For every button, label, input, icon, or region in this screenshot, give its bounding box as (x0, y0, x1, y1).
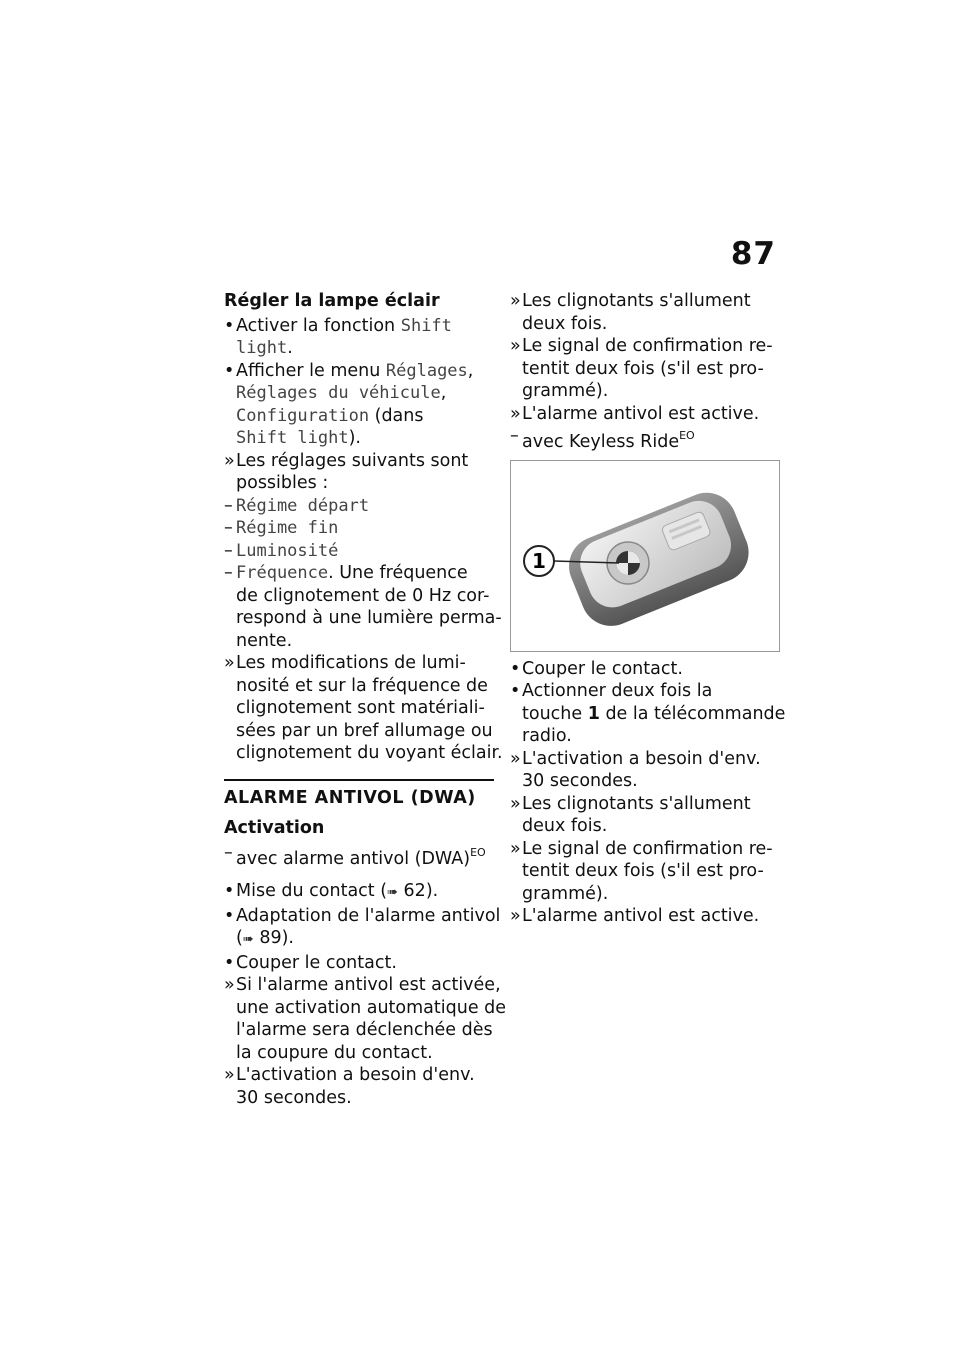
result-item-cont: une activation automatique de (236, 997, 507, 1018)
page-reference[interactable]: 62 (403, 881, 426, 901)
result-item-cont: clignotement sont matériali- (236, 698, 485, 718)
result-item-cont: clignotement du voyant éclair. (236, 743, 503, 763)
result-item: » Les modifications de lumi- (224, 653, 466, 673)
right-column (510, 290, 786, 928)
result-item-cont: nosité et sur la fréquence de (236, 675, 488, 696)
list-item: • Afficher le menu Réglages, (224, 360, 474, 381)
list-item-cont: Shift light). (236, 428, 361, 448)
condition-item: – avec Keyless Ride$^{EO}$ (510, 426, 695, 452)
option-item-cont: nente. (236, 630, 293, 651)
option-item: – Régime départ (224, 495, 370, 516)
condition-item: – avec alarme antivol (DWA)$^{EO}$ (224, 842, 486, 869)
list-item-cont: light. (236, 338, 293, 358)
result-item-cont: deux fois. (522, 313, 608, 334)
list-item: • Mise du contact (➠ 62). (224, 880, 494, 905)
result-item: » Les réglages suivants sont (224, 450, 469, 471)
left-column (224, 290, 507, 1109)
option-item: – Fréquence. Une fréquence (224, 563, 468, 583)
list-item-cont: Configuration (dans (236, 405, 424, 426)
result-item: » L'activation a besoin d'env. (510, 748, 761, 769)
key-fob-illustration (511, 461, 779, 651)
result-item: » L'alarme antivol est active. (510, 403, 760, 424)
result-item-cont: tentit deux fois (s'il est pro- (522, 358, 764, 379)
option-item-cont: respond à une lumière perma- (236, 608, 502, 628)
list-item-cont: radio. (522, 726, 572, 746)
list-item: • Couper le contact. (224, 952, 397, 973)
result-item: » Si l'alarme antivol est activée, (224, 975, 501, 995)
result-item-cont: deux fois. (522, 816, 608, 836)
list-item: • Adaptation de l'alarme antivol (224, 905, 501, 926)
callout-label: 1 (532, 548, 546, 573)
result-item-cont: sées par un bref allumage ou (236, 720, 493, 741)
option-item-cont: de clignotement de 0 Hz cor- (236, 585, 490, 606)
result-item: » Les clignotants s'allument (510, 291, 751, 311)
result-item: » Les clignotants s'allument (510, 793, 751, 814)
list-item-cont: (➠ 89). (224, 927, 494, 952)
result-item-cont: grammé). (522, 381, 609, 401)
option-item: – Régime fin (224, 518, 339, 538)
list-item-cont: touche 1 de la télécommande (522, 703, 786, 724)
section-title-shift-light: Régler la lampe éclair (224, 291, 440, 311)
result-item-cont: grammé). (522, 883, 609, 904)
page-reference[interactable]: 89 (259, 928, 282, 948)
result-item: » L'activation a besoin d'env. (224, 1065, 475, 1085)
result-item: » Le signal de confirmation re- (510, 838, 773, 859)
result-item: » L'alarme antivol est active. (510, 906, 760, 926)
result-item-cont: tentit deux fois (s'il est pro- (522, 861, 764, 881)
result-item-cont: 30 secondes. (236, 1087, 352, 1108)
list-item: • Actionner deux fois la (510, 681, 713, 701)
result-item-cont: l'alarme sera déclenchée dès (236, 1020, 493, 1040)
result-item-cont: 30 secondes. (522, 771, 638, 791)
result-item: » Le signal de confirmation re- (510, 336, 773, 356)
result-item-cont: la coupure du contact. (236, 1042, 433, 1063)
result-item-cont: possibles : (236, 473, 329, 493)
sub-heading-activation: Activation (224, 818, 325, 838)
list-item: • Activer la fonction Shift (224, 315, 452, 336)
key-fob-body (560, 483, 758, 634)
section-heading-dwa: ALARME ANTIVOL (DWA) (224, 779, 494, 810)
cross-reference-arrow-icon: ➠ (387, 885, 398, 900)
key-fob-figure (510, 460, 780, 652)
option-item: – Luminosité (224, 540, 339, 561)
cross-reference-arrow-icon: ➠ (242, 932, 254, 947)
list-item: • Couper le contact. (510, 658, 683, 679)
list-item-cont: Réglages du véhicule, (236, 383, 447, 403)
page-number: 87 (730, 236, 776, 272)
